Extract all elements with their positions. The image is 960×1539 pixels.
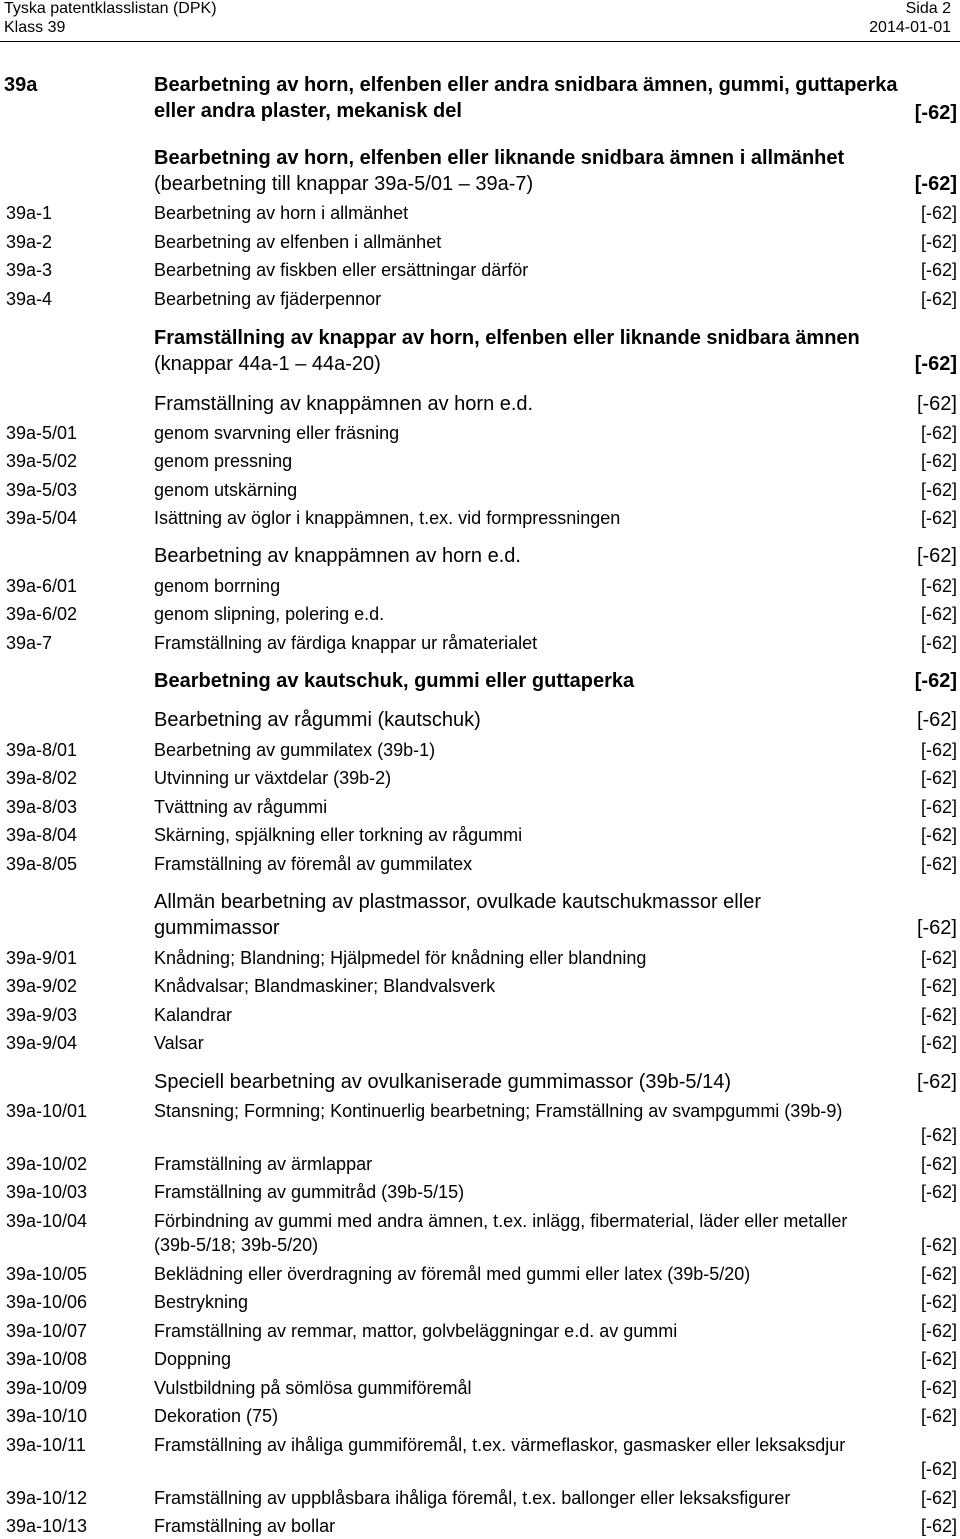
list-item bbox=[0, 1319, 960, 1343]
item-text: Framställning av ärmlappar bbox=[154, 1154, 373, 1174]
item-text: Beklädning eller överdragning av föremål med gummi eller latex (39b-5/20) bbox=[154, 1264, 751, 1284]
item-ref: [-62] bbox=[920, 260, 957, 280]
item-ref: [-62] bbox=[920, 768, 957, 788]
item-ref: [-62] bbox=[920, 1349, 957, 1369]
item-code: 39a-10/04 bbox=[6, 1211, 88, 1231]
item-code: 39a-5/03 bbox=[6, 480, 78, 500]
item-text: Bearbetning av elfenben i allmänhet bbox=[154, 232, 442, 252]
subgroup-ref: [-62] bbox=[916, 1071, 957, 1093]
item-code: 39a-5/01 bbox=[6, 423, 78, 443]
item-code: 39a-10/10 bbox=[6, 1406, 88, 1426]
item-code: 39a-9/01 bbox=[6, 948, 78, 968]
item-ref: [-62] bbox=[920, 1459, 957, 1479]
item-text: Framställning av föremål av gummilatex bbox=[154, 854, 473, 874]
item-ref: [-62] bbox=[920, 740, 957, 760]
list-item bbox=[0, 1290, 960, 1314]
list-item bbox=[0, 1152, 960, 1176]
item-ref: [-62] bbox=[920, 203, 957, 223]
list-item bbox=[0, 506, 960, 530]
item-text: genom utskärning bbox=[154, 480, 298, 500]
subgroup-heading-row bbox=[0, 391, 960, 417]
item-text: Utvinning ur växtdelar (39b-2) bbox=[154, 768, 392, 788]
item-code: 39a-10/03 bbox=[6, 1182, 88, 1202]
item-text: genom pressning bbox=[154, 451, 293, 471]
item-ref: [-62] bbox=[920, 1005, 957, 1025]
subgroup-title: Bearbetning av knappämnen av horn e.d. bbox=[154, 545, 521, 567]
item-ref: [-62] bbox=[920, 1516, 957, 1536]
item-ref: [-62] bbox=[920, 976, 957, 996]
list-item bbox=[0, 449, 960, 473]
item-ref: [-62] bbox=[920, 1264, 957, 1284]
item-text: Kalandrar bbox=[154, 1005, 233, 1025]
subgroup-ref: [-62] bbox=[916, 393, 957, 415]
item-code: 39a-8/03 bbox=[6, 797, 78, 817]
item-code: 39a-8/05 bbox=[6, 854, 78, 874]
item-text: Dekoration (75) bbox=[154, 1406, 279, 1426]
list-item bbox=[0, 974, 960, 998]
class-title: Bearbetning av horn, elfenben eller andra snidbara ämnen, gummi, guttaperka eller andra plaster, mekanisk del bbox=[154, 74, 898, 122]
item-code: 39a-5/04 bbox=[6, 508, 78, 528]
subgroup-title: Speciell bearbetning av ovulkaniserade gummimassor (39b-5/14) bbox=[154, 1071, 731, 1093]
item-code: 39a-1 bbox=[6, 203, 53, 223]
class-code: 39a bbox=[4, 74, 38, 96]
group-title-note: (bearbetning till knappar 39a-5/01 – 39a-7) bbox=[154, 173, 534, 195]
subgroup-title: Allmän bearbetning av plastmassor, ovulkade kautschukmassor eller gummimassor bbox=[154, 891, 761, 939]
list-item bbox=[0, 1099, 960, 1147]
list-item bbox=[0, 602, 960, 626]
list-item bbox=[0, 766, 960, 790]
class-ref: [-62] bbox=[914, 102, 957, 124]
group-title bbox=[154, 145, 954, 197]
item-ref: [-62] bbox=[920, 797, 957, 817]
item-text: Knådning; Blandning; Hjälpmedel för knådning eller blandning bbox=[154, 948, 647, 968]
class-heading-row bbox=[0, 72, 960, 126]
group-title: Bearbetning av kautschuk, gummi eller guttaperka bbox=[154, 670, 635, 692]
list-item bbox=[0, 1376, 960, 1400]
item-ref: [-62] bbox=[920, 1182, 957, 1202]
list-item bbox=[0, 1209, 960, 1257]
item-text: Tvättning av rågummi bbox=[154, 797, 328, 817]
date-label: 2014-01-01 bbox=[869, 19, 951, 36]
list-item bbox=[0, 823, 960, 847]
item-text: genom svarvning eller fräsning bbox=[154, 423, 400, 443]
item-code: 39a-5/02 bbox=[6, 451, 78, 471]
subgroup-heading-row bbox=[0, 707, 960, 733]
group-title bbox=[154, 325, 914, 377]
item-text: genom borrning bbox=[154, 576, 281, 596]
item-text: Doppning bbox=[154, 1349, 232, 1369]
list-item bbox=[0, 574, 960, 598]
item-text: Framställning av bollar bbox=[154, 1516, 336, 1536]
list-item bbox=[0, 1347, 960, 1371]
item-ref: [-62] bbox=[920, 1321, 957, 1341]
item-ref: [-62] bbox=[920, 451, 957, 471]
list-item bbox=[0, 1486, 960, 1510]
list-item bbox=[0, 1031, 960, 1055]
subgroup-ref: [-62] bbox=[916, 545, 957, 567]
item-ref: [-62] bbox=[920, 948, 957, 968]
item-text: Framställning av ihåliga gummiföremål, t.ex. värmeflaskor, gasmasker eller leksaksdjur bbox=[154, 1435, 846, 1455]
item-text: Isättning av öglor i knappämnen, t.ex. vid formpressningen bbox=[154, 508, 621, 528]
class-label: Klass 39 bbox=[4, 19, 66, 36]
group-title-bold: Bearbetning av horn, elfenben eller liknande snidbara ämnen i allmänhet bbox=[154, 147, 845, 169]
item-code: 39a-3 bbox=[6, 260, 53, 280]
item-ref: [-62] bbox=[920, 854, 957, 874]
item-text: Stansning; Formning; Kontinuerlig bearbetning; Framställning av svampgummi (39b-9) bbox=[154, 1101, 843, 1121]
item-code: 39a-9/03 bbox=[6, 1005, 78, 1025]
item-code: 39a-9/02 bbox=[6, 976, 78, 996]
list-item bbox=[0, 946, 960, 970]
header-divider bbox=[0, 41, 960, 42]
subgroup-heading-row bbox=[0, 1069, 960, 1095]
item-code: 39a-10/08 bbox=[6, 1349, 88, 1369]
item-text: Skärning, spjälkning eller torkning av rågummi bbox=[154, 825, 523, 845]
item-ref: [-62] bbox=[920, 1406, 957, 1426]
item-code: 39a-7 bbox=[6, 633, 53, 653]
item-code: 39a-8/01 bbox=[6, 740, 78, 760]
group-ref: [-62] bbox=[914, 670, 957, 692]
subgroup-ref: [-62] bbox=[916, 709, 957, 731]
item-ref: [-62] bbox=[920, 1488, 957, 1508]
item-ref: [-62] bbox=[920, 423, 957, 443]
page-number: Sida 2 bbox=[905, 0, 951, 17]
item-code: 39a-10/09 bbox=[6, 1378, 88, 1398]
item-ref: [-62] bbox=[920, 1154, 957, 1174]
item-code: 39a-4 bbox=[6, 289, 53, 309]
list-item bbox=[0, 1514, 960, 1538]
item-code: 39a-10/12 bbox=[6, 1488, 88, 1508]
item-ref: [-62] bbox=[920, 1033, 957, 1053]
list-item bbox=[0, 795, 960, 819]
item-ref: [-62] bbox=[920, 508, 957, 528]
item-ref: [-62] bbox=[920, 1235, 957, 1255]
item-code: 39a-6/01 bbox=[6, 576, 78, 596]
item-text: Bearbetning av gummilatex (39b-1) bbox=[154, 740, 436, 760]
list-item bbox=[0, 478, 960, 502]
item-code: 39a-8/02 bbox=[6, 768, 78, 788]
subgroup-title: Bearbetning av rågummi (kautschuk) bbox=[154, 709, 481, 731]
item-ref: [-62] bbox=[920, 289, 957, 309]
item-ref: [-62] bbox=[920, 604, 957, 624]
item-code: 39a-2 bbox=[6, 232, 53, 252]
subgroup-ref: [-62] bbox=[916, 917, 957, 939]
item-text: Förbindning av gummi med andra ämnen, t.ex. inlägg, fibermaterial, läder eller metaller (39b-5/18; 39b-5/20) bbox=[154, 1211, 848, 1255]
item-code: 39a-8/04 bbox=[6, 825, 78, 845]
item-text: Bearbetning av fjäderpennor bbox=[154, 289, 382, 309]
group-title-note: (knappar 44a-1 – 44a-20) bbox=[154, 353, 381, 375]
subgroup-heading-row bbox=[0, 543, 960, 569]
group-ref: [-62] bbox=[914, 173, 957, 195]
document-title: Tyska patentklasslistan (DPK) bbox=[4, 0, 217, 17]
item-ref: [-62] bbox=[920, 1292, 957, 1312]
group-heading-row bbox=[0, 325, 960, 377]
list-item bbox=[0, 852, 960, 876]
list-item bbox=[0, 631, 960, 655]
item-ref: [-62] bbox=[920, 576, 957, 596]
list-item bbox=[0, 201, 960, 225]
item-text: Bearbetning av horn i allmänhet bbox=[154, 203, 409, 223]
item-code: 39a-10/07 bbox=[6, 1321, 88, 1341]
subgroup-heading-row bbox=[0, 889, 960, 941]
item-ref: [-62] bbox=[920, 825, 957, 845]
item-text: Bestrykning bbox=[154, 1292, 249, 1312]
item-code: 39a-10/11 bbox=[6, 1435, 86, 1455]
item-text: Framställning av färdiga knappar ur råmaterialet bbox=[154, 633, 538, 653]
item-text: genom slipning, polering e.d. bbox=[154, 604, 385, 624]
item-ref: [-62] bbox=[920, 232, 957, 252]
item-ref: [-62] bbox=[920, 1125, 957, 1145]
item-code: 39a-10/13 bbox=[6, 1516, 88, 1536]
item-text: Vulstbildning på sömlösa gummiföremål bbox=[154, 1378, 472, 1398]
item-code: 39a-9/04 bbox=[6, 1033, 78, 1053]
subgroup-title: Framställning av knappämnen av horn e.d. bbox=[154, 393, 534, 415]
list-item bbox=[0, 738, 960, 762]
item-ref: [-62] bbox=[920, 633, 957, 653]
item-code: 39a-10/05 bbox=[6, 1264, 88, 1284]
item-ref: [-62] bbox=[920, 480, 957, 500]
item-ref: [-62] bbox=[920, 1378, 957, 1398]
group-heading-row bbox=[0, 145, 960, 197]
list-item bbox=[0, 421, 960, 445]
list-item bbox=[0, 1003, 960, 1027]
item-code: 39a-10/02 bbox=[6, 1154, 88, 1174]
item-text: Framställning av remmar, mattor, golvbeläggningar e.d. av gummi bbox=[154, 1321, 678, 1341]
item-code: 39a-10/06 bbox=[6, 1292, 88, 1312]
group-ref: [-62] bbox=[914, 353, 957, 375]
item-text: Valsar bbox=[154, 1033, 204, 1053]
list-item bbox=[0, 1262, 960, 1286]
list-item bbox=[0, 287, 960, 311]
item-text: Framställning av uppblåsbara ihåliga föremål, t.ex. ballonger eller leksaksfigurer bbox=[154, 1488, 791, 1508]
list-item bbox=[0, 1180, 960, 1204]
list-item bbox=[0, 230, 960, 254]
item-text: Framställning av gummitråd (39b-5/15) bbox=[154, 1182, 465, 1202]
group-heading-row bbox=[0, 668, 960, 694]
item-text: Knådvalsar; Blandmaskiner; Blandvalsverk bbox=[154, 976, 496, 996]
list-item bbox=[0, 1433, 960, 1481]
group-title-bold: Framställning av knappar av horn, elfenben eller liknande snidbara ämnen bbox=[154, 327, 860, 349]
list-item bbox=[0, 258, 960, 282]
list-item bbox=[0, 1404, 960, 1428]
item-code: 39a-6/02 bbox=[6, 604, 78, 624]
item-text: Bearbetning av fiskben eller ersättningar därför bbox=[154, 260, 529, 280]
item-code: 39a-10/01 bbox=[6, 1101, 88, 1121]
